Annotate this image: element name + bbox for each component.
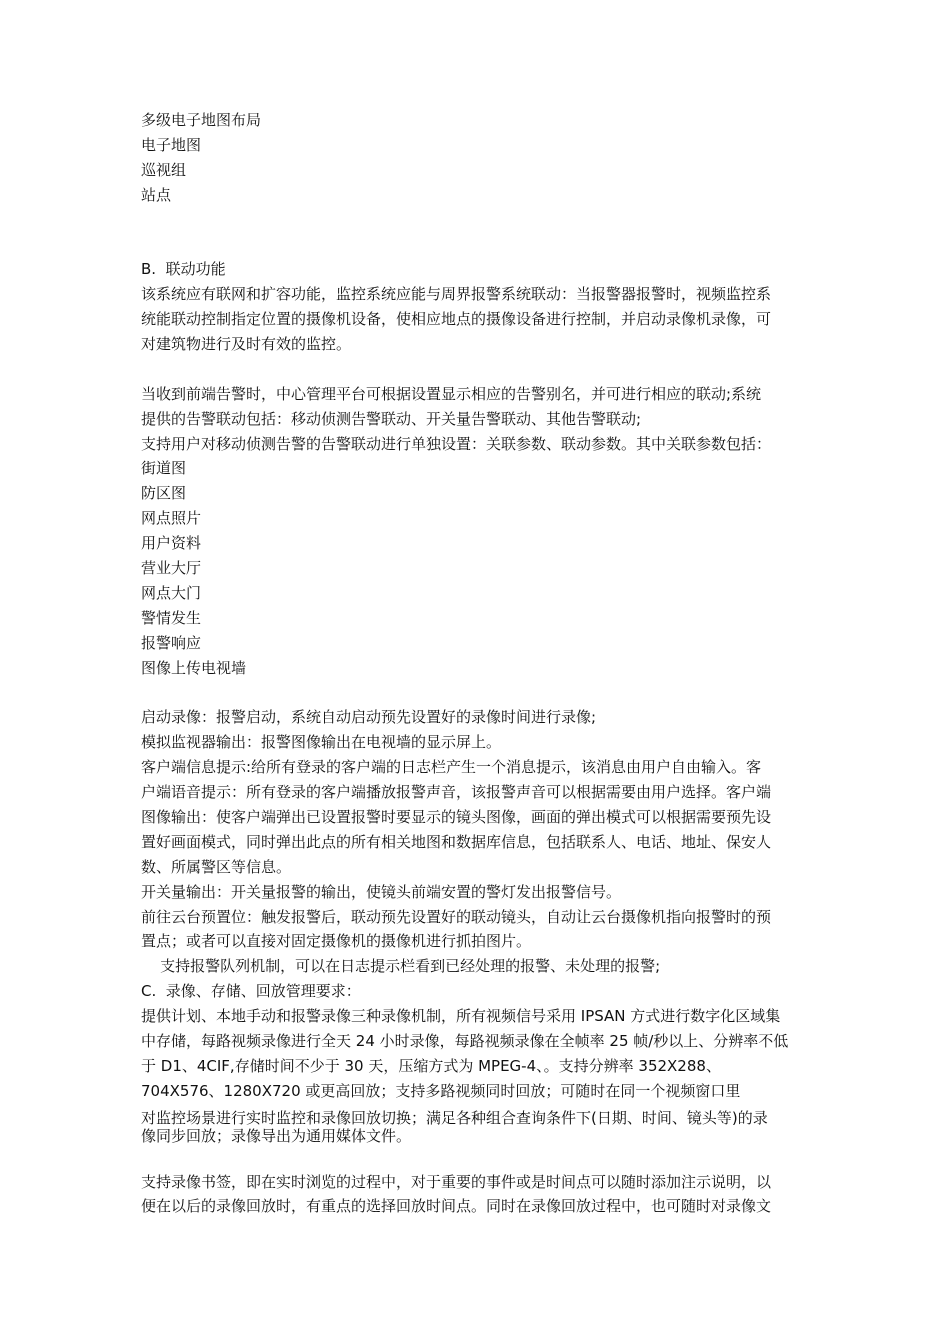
paragraph-line: 704X576、1280X720 或更高回放；支持多路视频同时回放；可随时在同一个视频窗口里 <box>141 1081 741 1100</box>
list-item: 站点 <box>141 185 172 204</box>
list-item: 网点照片 <box>141 509 202 528</box>
paragraph-line: 当收到前端告警时，中心管理平台可根据设置显示相应的告警别名，并可进行相应的联动;系统 <box>141 384 762 403</box>
section-heading-b: B. 联动功能 <box>141 260 226 279</box>
paragraph-line: 该系统应有联网和扩容功能，监控系统应能与周界报警系统联动：当报警器报警时，视频监控系 <box>141 285 772 304</box>
section-heading-c: C. 录像、存储、回放管理要求： <box>141 982 361 1001</box>
paragraph-line: 客户端信息提示:给所有登录的客户端的日志栏产生一个消息提示，该消息由用户自由输入。客 <box>141 758 762 777</box>
paragraph-line: 提供计划、本地手动和报警录像三种录像机制，所有视频信号采用 IPSAN 方式进行数字化区域集 <box>141 1007 781 1026</box>
paragraph-line: 像同步回放；录像导出为通用媒体文件。 <box>141 1126 412 1145</box>
paragraph-line: 统能联动控制指定位置的摄像机设备，使相应地点的摄像设备进行控制，并启动录像机录像，可 <box>141 310 772 329</box>
list-item: 报警响应 <box>141 633 202 652</box>
paragraph-line: 中存储，每路视频录像进行全天 24 小时录像，每路视频录像在全帧率 25 帧/秒以上、分辨率不低 <box>141 1031 789 1050</box>
paragraph-line: 对监控场景进行实时监控和录像回放切换；满足各种组合查询条件下(日期、时间、镜头等)的录 <box>141 1108 768 1127</box>
paragraph-line: 支持用户对移动侦测告警的告警联动进行单独设置：关联参数、联动参数。其中关联参数包括： <box>141 434 772 453</box>
list-item: 电子地图 <box>141 135 202 154</box>
paragraph-line: 提供的告警联动包括：移动侦测告警联动、开关量告警联动、其他告警联动; <box>141 409 642 428</box>
list-item: 网点大门 <box>141 583 202 602</box>
paragraph-line: 户端语音提示：所有登录的客户端播放报警声音，该报警声音可以根据需要由用户选择。客户端 <box>141 783 772 802</box>
list-item: 街道图 <box>141 459 187 478</box>
list-item: 警情发生 <box>141 608 202 627</box>
document-body <box>141 108 821 1219</box>
paragraph-line: 启动录像：报警启动，系统自动启动预先设置好的录像时间进行录像; <box>141 708 597 727</box>
paragraph-line: 于 D1、4CIF,存储时间不少于 30 天，压缩方式为 MPEG-4、。支持分辨率 352X288、 <box>141 1056 721 1075</box>
paragraph-line: 数、所属警区等信息。 <box>141 857 292 876</box>
paragraph-line: 置好画面模式，同时弹出此点的所有相关地图和数据库信息，包括联系人、电话、地址、保安人 <box>141 832 772 851</box>
layout-list <box>141 108 821 208</box>
paragraph-line: 开关量输出：开关量报警的输出，使镜头前端安置的警灯发出报警信号。 <box>141 882 622 901</box>
paragraph-line: 支持录像书签，即在实时浏览的过程中，对于重要的事件或是时间点可以随时添加注示说明，以 <box>141 1172 772 1191</box>
paragraph-line: 便在以后的录像回放时，有重点的选择回放时间点。同时在录像回放过程中，也可随时对录像文 <box>141 1197 772 1216</box>
alarm-paragraph <box>141 382 821 457</box>
spacer <box>141 208 821 258</box>
paragraph-line: 前往云台预置位：触发报警后，联动预先设置好的联动镜头，自动让云台摄像机指向报警时的预 <box>141 907 772 926</box>
bookmark-paragraph <box>141 1170 821 1220</box>
linkage-paragraph <box>141 705 821 979</box>
b-intro-paragraph <box>141 282 821 357</box>
paragraph-line: 置点；或者可以直接对固定摄像机的摄像机进行抓拍图片。 <box>141 932 532 951</box>
list-item: 防区图 <box>141 484 187 503</box>
list-item: 图像上传电视墙 <box>141 658 247 677</box>
list-item: 巡视组 <box>141 160 187 179</box>
list-item: 多级电子地图布局 <box>141 111 262 129</box>
paragraph-line: 支持报警队列机制，可以在日志提示栏看到已经处理的报警、未处理的报警; <box>141 957 661 976</box>
list-item: 用户资料 <box>141 534 202 553</box>
list-item: 营业大厅 <box>141 559 202 578</box>
spacer <box>141 357 821 382</box>
spacer <box>141 1145 821 1170</box>
param-list <box>141 456 821 680</box>
paragraph-line: 对建筑物进行及时有效的监控。 <box>141 335 352 354</box>
paragraph-line: 模拟监视器输出：报警图像输出在电视墙的显示屏上。 <box>141 733 502 752</box>
paragraph-line: 图像输出：使客户端弹出已设置报警时要显示的镜头图像，画面的弹出模式可以根据需要预先设 <box>141 807 772 826</box>
spacer <box>141 681 821 706</box>
c-paragraph <box>141 1004 821 1145</box>
